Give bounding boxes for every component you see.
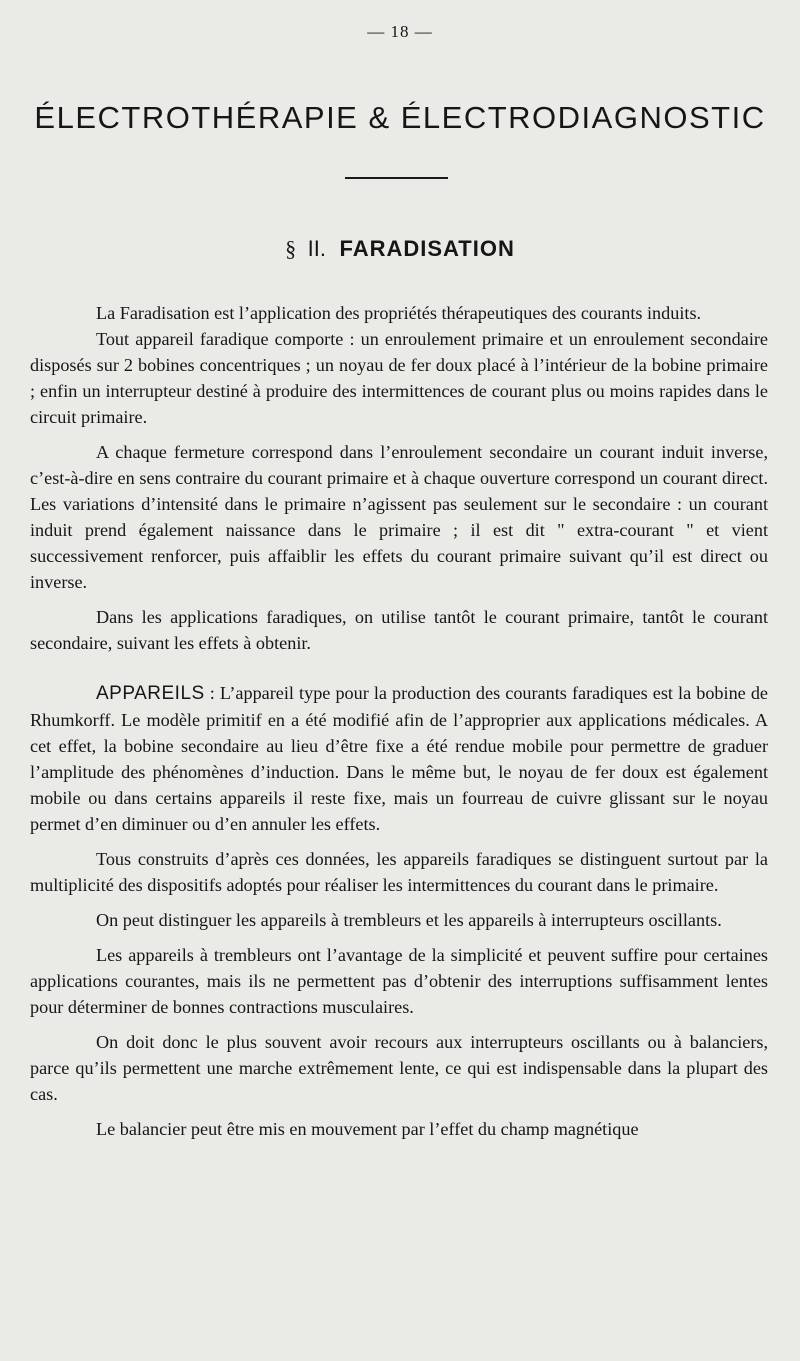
page-number: — 18 — — [367, 22, 433, 41]
appareils-keyword: APPAREILS — [96, 683, 205, 704]
paragraph: On peut distinguer les appareils à trembleurs et les appareils à interrupteurs oscillants. — [96, 910, 722, 930]
section-number: II. — [307, 236, 326, 261]
running-title: ÉLECTROTHÉRAPIE & ÉLECTRODIAGNOSTIC — [34, 100, 766, 135]
paragraph: On doit donc le plus souvent avoir recours aux interrupteurs oscillants ou à balanciers, parce qu’ils permettent une marche extrêmement lente, ce qui est indispensable dans la plupart des cas. — [30, 1032, 768, 1104]
paragraph: Les appareils à trembleurs ont l’avantage de la simplicité et peuvent suffire pour certaines applications courantes, mais ils ne permettent pas d’obtenir des interruptions suffisamment lentes pour déterminer de bonnes contractions musculaires. — [30, 945, 768, 1017]
section-symbol: § — [285, 236, 297, 261]
title-rule — [345, 177, 448, 179]
section-heading — [0, 236, 800, 262]
paragraph: Tous construits d’après ces données, les appareils faradiques se distinguent surtout par la multiplicité des dispositifs adoptés pour réaliser les intermittences du courant dans le primaire. — [30, 849, 768, 895]
paragraph-appareils — [30, 680, 768, 837]
paragraph: La Faradisation est l’application des propriétés thérapeutiques des courants induits. — [96, 303, 702, 323]
paragraph: Dans les applications faradiques, on utilise tantôt le courant primaire, tantôt le courant secondaire, suivant les effets à obtenir. — [30, 607, 768, 653]
paragraph: Tout appareil faradique comporte : un enroulement primaire et un enroulement secondaire disposés sur 2 bobines concentriques ; un noyau de fer doux placé à l’intérieur de la bobine primaire ; enfin un interrupteur destiné à produire des intermittences de courant plus ou moins rapides dans le circuit primaire. — [30, 329, 768, 427]
body-text — [30, 300, 768, 1142]
paragraph: Le balancier peut être mis en mouvement par l’effet du champ magnétique — [96, 1119, 639, 1139]
paragraph: A chaque fermeture correspond dans l’enroulement secondaire un courant induit inverse, c’est-à-dire en sens contraire du courant primaire et à chaque ouverture correspond un courant direct. Les variations d’intensité dans le primaire n’agissent pas seulement sur le secondaire : un courant induit prend également naissance dans le primaire ; il est dit " extra-courant " et vient successivement renforcer, puis affaiblir les effets du courant primaire suivant qu’il est direct ou inverse. — [30, 442, 768, 592]
section-title: FARADISATION — [339, 236, 515, 261]
appareils-text: : L’appareil type pour la production des courants faradiques est la bobine de Rhumkorff. Le modèle primitif en a été modifié afin de l’approprier aux applications médicales. A cet effet, la bobine secondaire au lieu d’être fixe a été rendue mobile pour permettre de graduer l’amplitude des phénomènes d’induction. Dans le même but, le noyau de fer doux est également mobile ou dans certains appareils il reste fixe, mais un fourreau de cuivre glissant sur le noyau permet d’en diminuer ou d’en annuler les effets. — [30, 683, 768, 834]
